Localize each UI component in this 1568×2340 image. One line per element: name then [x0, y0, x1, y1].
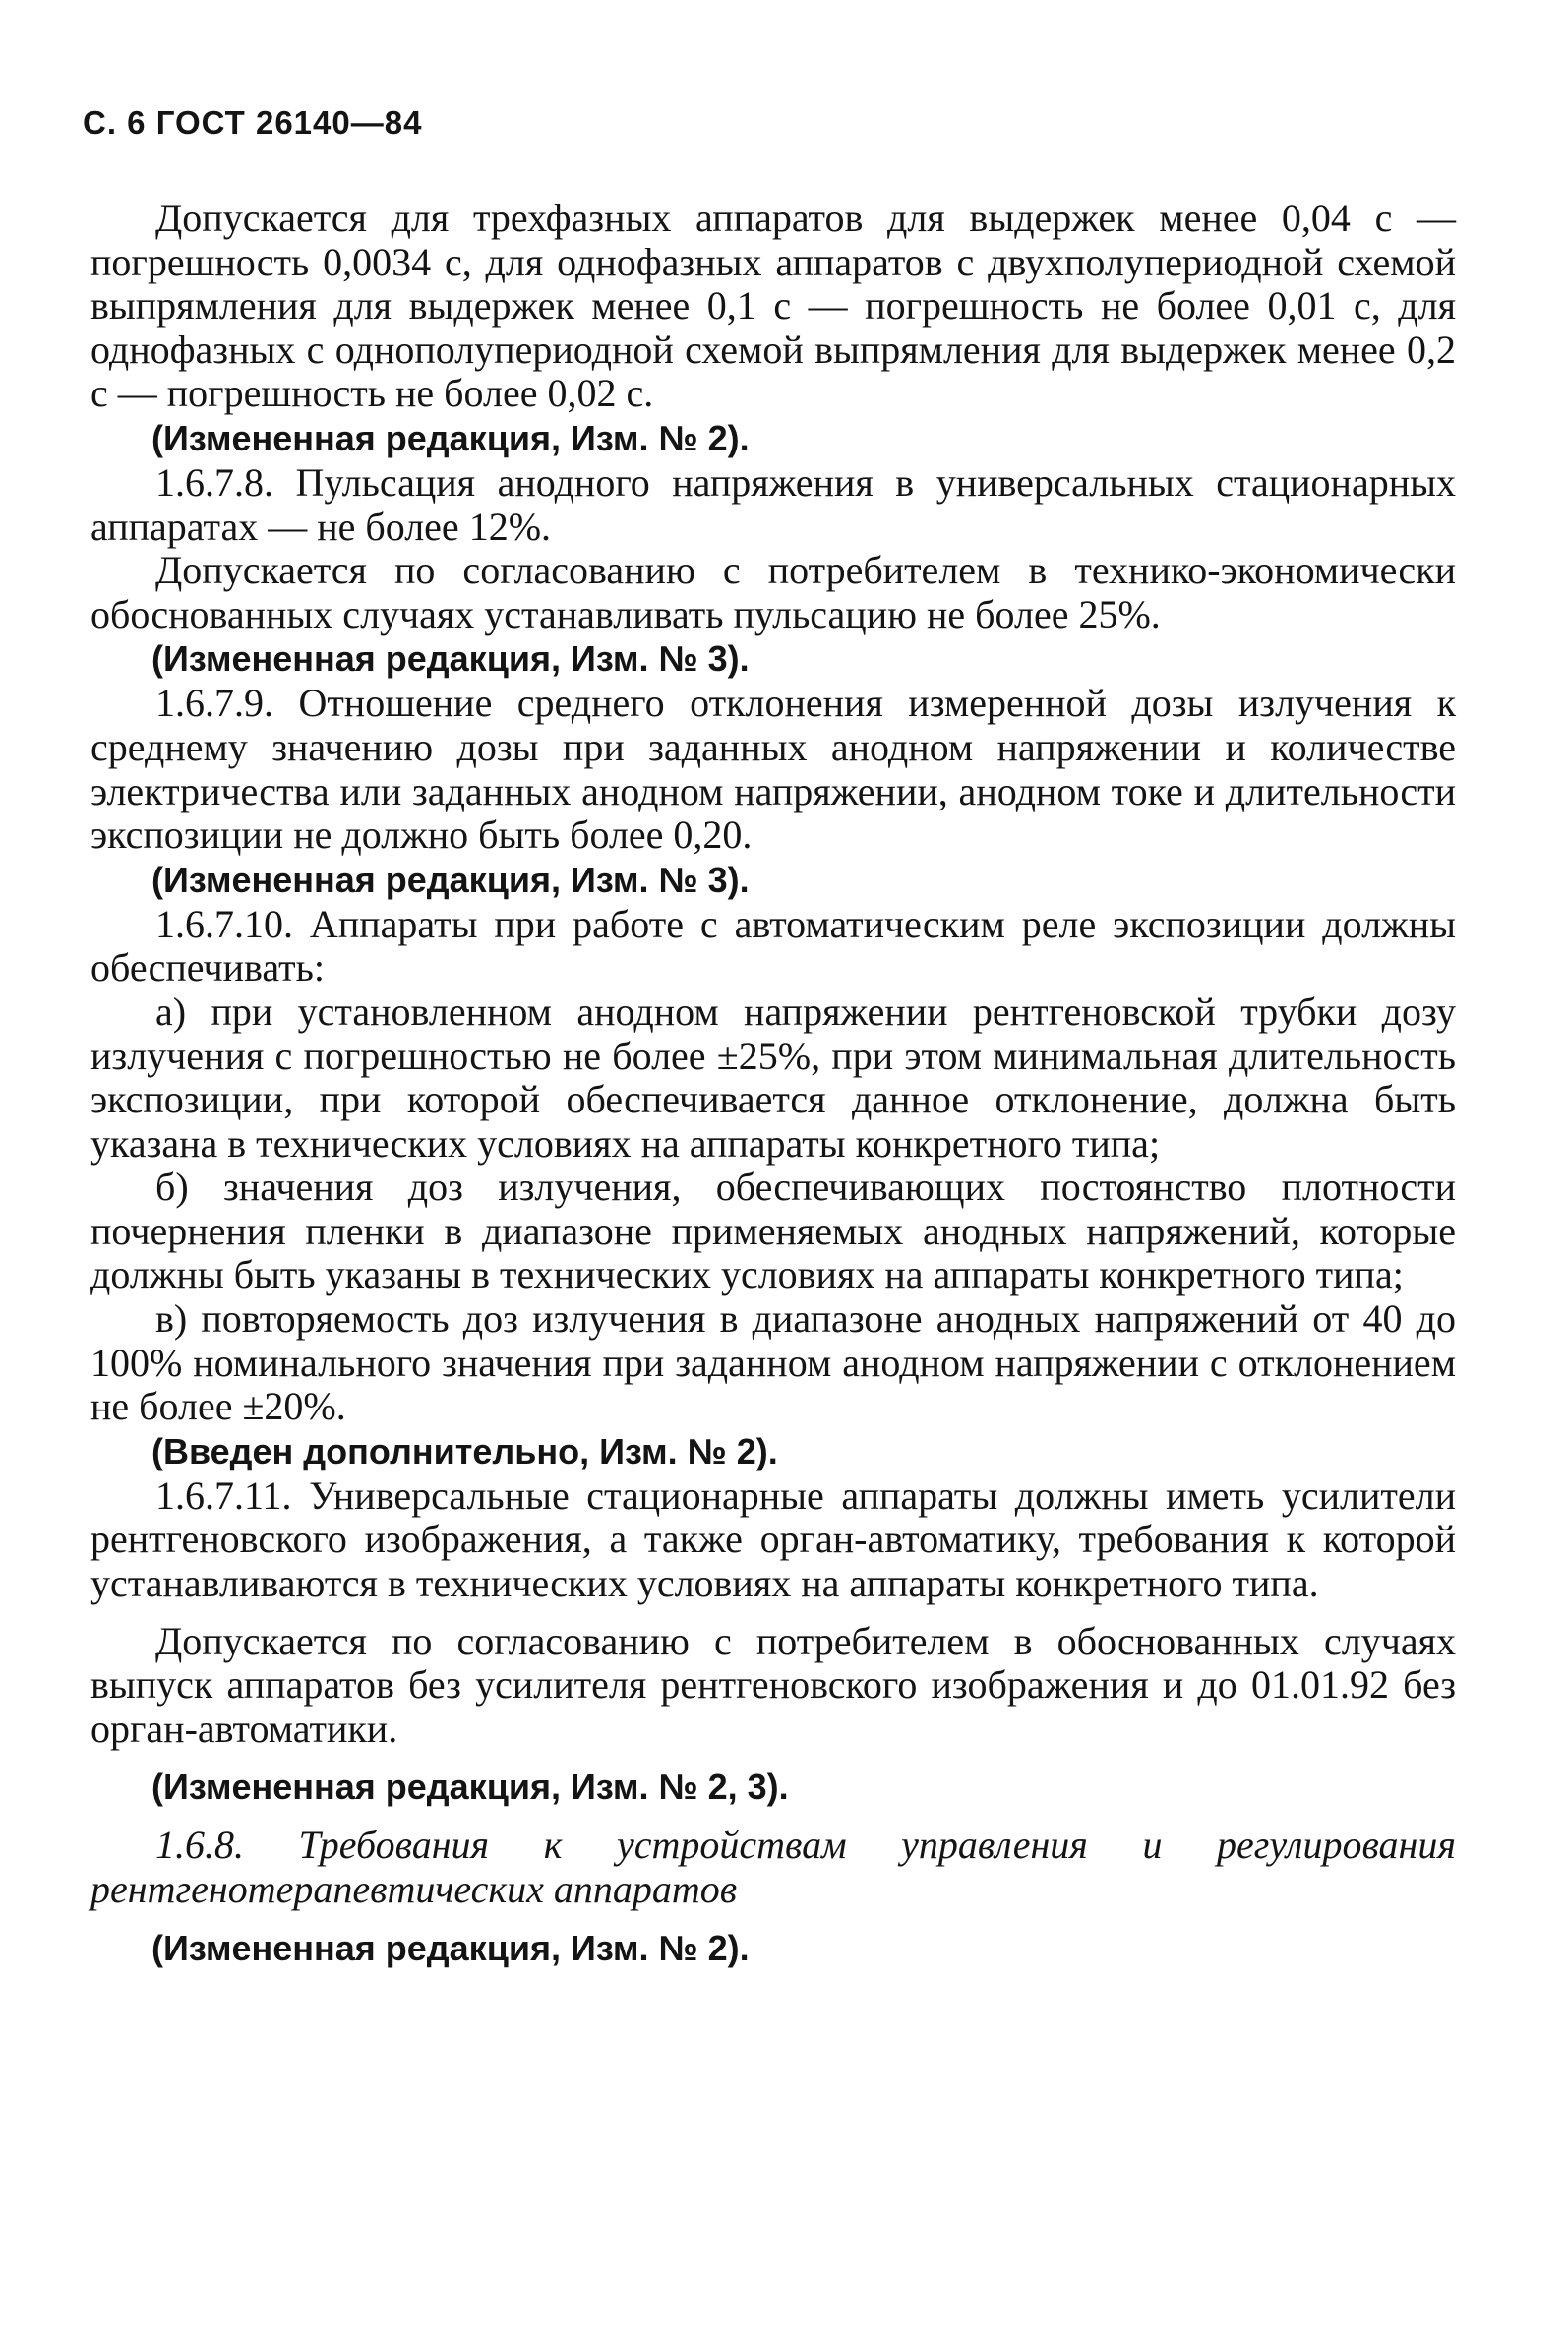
list-item-b: б) значения доз излучения, обеспечивающих постоянство плотности почернения пленки в диапазоне применяемых анодных напряжений, которые должны быть указаны в технических условиях на аппараты конкретного типа; — [90, 1165, 1456, 1297]
amendment-note: (Измененная редакция, Изм. № 2). — [151, 1927, 750, 1968]
list-item-a: а) при установленном анодном напряжении рентгеновской трубки дозу излучения с погрешностью не более ±25%, при этом минимальная длительность экспозиции, при которой обеспечивается данное отклонение, должна быть указана в технических условиях на аппараты конкретного типа; — [90, 989, 1456, 1166]
section-heading-1-6-8: 1.6.8. Требования к устройствам управления и регулирования рентгенотерапевтических аппаратов — [90, 1823, 1456, 1911]
list-item-v: в) повторяемость доз излучения в диапазоне анодных напряжений от 40 до 100% номинального значения при заданном анодном напряжении с отклонением не более ±20%. — [90, 1296, 1456, 1429]
amendment-note: (Измененная редакция, Изм. № 2). — [151, 417, 750, 458]
paragraph-1-6-7-8: 1.6.7.8. Пульсация анодного напряжения в универсальных стационарных аппаратах — не более 12%. — [90, 459, 1456, 549]
paragraph-1-6-7-10: 1.6.7.10. Аппараты при работе с автоматическим реле экспозиции должны обеспечивать: — [90, 901, 1456, 990]
amendment-note: (Измененная редакция, Изм. № 3). — [151, 859, 750, 900]
amendment-note: (Измененная редакция, Изм. № 3). — [151, 638, 750, 680]
paragraph-amplifier-allowance: Допускается по согласованию с потребителем в обоснованных случаях выпуск аппаратов без усилителя рентгеновского изображения и до 01.01.92 без орган-автоматики. — [90, 1618, 1456, 1751]
amendment-note: (Введен дополнительно, Изм. № 2). — [151, 1430, 778, 1471]
paragraph-exposure-tolerance: Допускается для трехфазных аппаратов для выдержек менее 0,04 с — погрешность 0,0034 с, для однофазных аппаратов с двухполупериодной схемой выпрямления для выдержек менее 0,1 с — погрешность не более 0,01 с, для однофазных с однополупериодной схемой выпрямления для выдержек менее 0,2 с — погрешность не более 0,02 с. — [90, 196, 1456, 416]
amendment-note: (Измененная редакция, Изм. № 2, 3). — [151, 1767, 789, 1808]
paragraph-ripple-allowance: Допускается по согласованию с потребителем в технико-экономически обоснованных случаях устанавливать пульсацию не более 25%. — [90, 548, 1456, 636]
paragraph-1-6-7-9: 1.6.7.9. Отношение среднего отклонения измеренной дозы излучения к среднему значению дозы при заданных анодном напряжении и количестве электричества или заданных анодном напряжении, анодном токе и длительности экспозиции не должно быть более 0,20. — [90, 681, 1456, 858]
document-body — [90, 197, 1456, 1971]
page-header: С. 6 ГОСТ 26140—84 — [83, 104, 423, 141]
paragraph-1-6-7-11: 1.6.7.11. Универсальные стационарные аппараты должны иметь усилители рентгеновского изображения, а также орган-автоматику, требования к которой устанавливаются в технических условиях на аппараты конкретного типа. — [90, 1472, 1456, 1606]
